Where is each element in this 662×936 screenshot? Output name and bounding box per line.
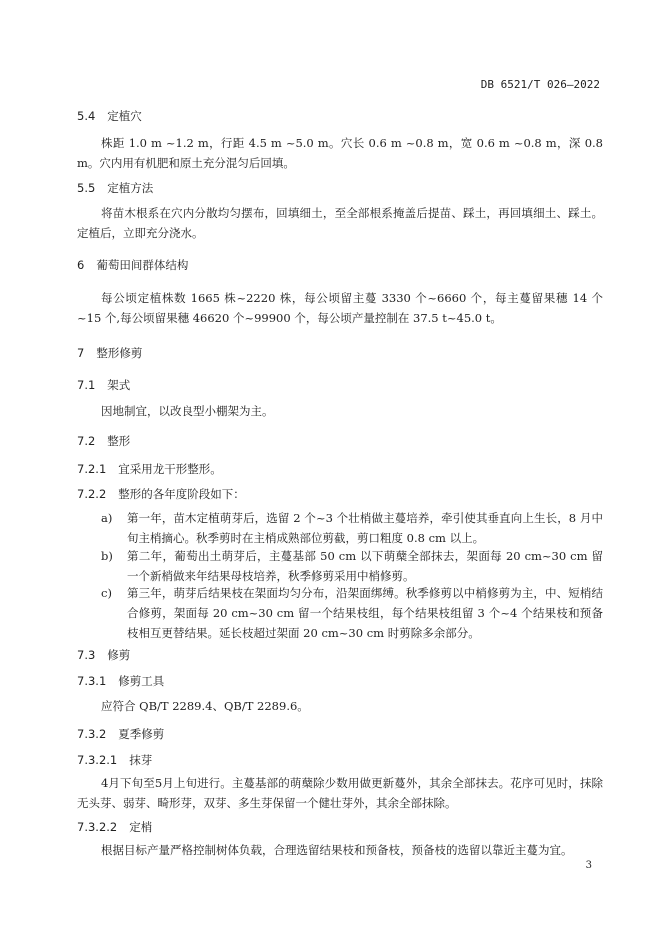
paragraph-5-5: 将苗木根系在穴内分散均匀摆布，回填细土，至全部根系掩盖后提苗、踩土，再回填细土、踩土。定植后，立即充分浇水。 <box>77 206 603 240</box>
heading-7-3-1 <box>77 673 164 689</box>
heading-7-3-2 <box>77 726 164 742</box>
page-number: 3 <box>585 860 592 871</box>
section-title: 整形修剪 <box>96 346 143 360</box>
clause-7-2-1 <box>77 461 222 477</box>
heading-7-3-2-2 <box>77 819 152 835</box>
section-title: 修剪工具 <box>118 674 165 688</box>
section-number: 7.2.1 <box>77 462 107 476</box>
section-title: 定植方法 <box>107 181 154 195</box>
section-number: 7.3.2.1 <box>77 753 118 767</box>
heading-6 <box>77 257 188 273</box>
list-item <box>77 546 603 586</box>
section-number: 5.5 <box>77 181 96 195</box>
section-title: 定梢 <box>129 820 153 834</box>
document-code: DB 6521/T 026—2022 <box>480 78 600 91</box>
section-number: 7.3.2 <box>77 727 107 741</box>
section-title: 定植穴 <box>107 109 142 123</box>
section-number: 6 <box>77 258 85 272</box>
heading-5-5 <box>77 180 153 196</box>
section-number: 7.3.2.2 <box>77 820 118 834</box>
clause-text: 整形的各年度阶段如下： <box>118 487 245 501</box>
paragraph-5-4: 株距 1.0 m ~1.2 m，行距 4.5 m ~5.0 m。穴长 0.6 m ~0.8 m，宽 0.6 m ~0.8 m，深 0.8 m。穴内用有机肥和原土充分混匀后回填。 <box>77 136 603 170</box>
section-number: 7.2 <box>77 434 96 448</box>
list-marker: b) <box>101 549 113 563</box>
paragraph-7-3-1: 应符合 QB/T 2289.4、QB/T 2289.6。 <box>101 699 309 713</box>
section-title: 架式 <box>107 378 131 392</box>
section-title: 抹芽 <box>129 753 153 767</box>
heading-7-3 <box>77 647 130 663</box>
section-title: 夏季修剪 <box>118 727 165 741</box>
section-number: 7.1 <box>77 378 96 392</box>
list-item-text: 第三年，萌芽后结果枝在架面均匀分布，沿架面绑缚。秋季修剪以中梢修剪为主，中、短梢结合修剪，架面每 20 cm~30 cm 留一个结果枝组，每个结果枝组留 3 个~4 个结果枝和预备枝相互更替结果。延长枝超过架面 20 cm~30 cm 时剪除多余部分。 <box>127 586 603 640</box>
section-number: 7.3 <box>77 648 96 662</box>
paragraph-7-3-2-2: 根据目标产量严格控制树体负载，合理选留结果枝和预备枝，预备枝的选留以靠近主蔓为宜。 <box>101 843 573 857</box>
paragraph-6: 每公顷定植株数 1665 株~2220 株，每公顷留主蔓 3330 个~6660 个，每主蔓留果穗 14 个~15 个,每公顷留果穗 46620 个~99900 个，每公顷产量控制在 37.5 t~45.0 t。 <box>77 291 603 325</box>
section-number: 5.4 <box>77 109 96 123</box>
list-marker: c) <box>101 586 112 600</box>
list-marker: a) <box>101 511 113 525</box>
section-title: 修剪 <box>107 648 131 662</box>
list-item-text: 第二年，葡萄出土萌芽后，主蔓基部 50 cm 以下萌蘖全部抹去，架面每 20 cm~30 cm 留一个新梢做来年结果母枝培养，秋季修剪采用中梢修剪。 <box>127 549 603 583</box>
heading-7-2 <box>77 433 130 449</box>
paragraph-7-3-2-1: 4月下旬至5月上旬进行。主蔓基部的萌蘖除少数用做更新蔓外，其余全部抹去。花序可见时，抹除无头芽、弱芽、畸形芽，双芽、多生芽保留一个健壮芽外，其余全部抹除。 <box>77 776 603 810</box>
list-item <box>77 583 603 643</box>
list-item-text: 第一年，苗木定植萌芽后，选留 2 个~3 个壮梢做主蔓培养，牵引使其垂直向上生长，8 月中旬主梢摘心。秋季剪时在主梢成熟部位剪截，剪口粗度 0.8 cm 以上。 <box>127 511 603 545</box>
heading-7-1 <box>77 377 130 393</box>
clause-7-2-2 <box>77 486 245 502</box>
paragraph-7-1: 因地制宜，以改良型小棚架为主。 <box>101 404 274 418</box>
heading-7-3-2-1 <box>77 752 152 768</box>
section-number: 7.2.2 <box>77 487 107 501</box>
list-item <box>77 508 603 548</box>
section-number: 7 <box>77 346 85 360</box>
section-number: 7.3.1 <box>77 674 107 688</box>
heading-7 <box>77 345 142 361</box>
heading-5-4 <box>77 108 142 124</box>
section-title: 葡萄田间群体结构 <box>96 258 189 272</box>
section-title: 整形 <box>107 434 131 448</box>
clause-text: 宜采用龙干形整形。 <box>118 462 222 476</box>
